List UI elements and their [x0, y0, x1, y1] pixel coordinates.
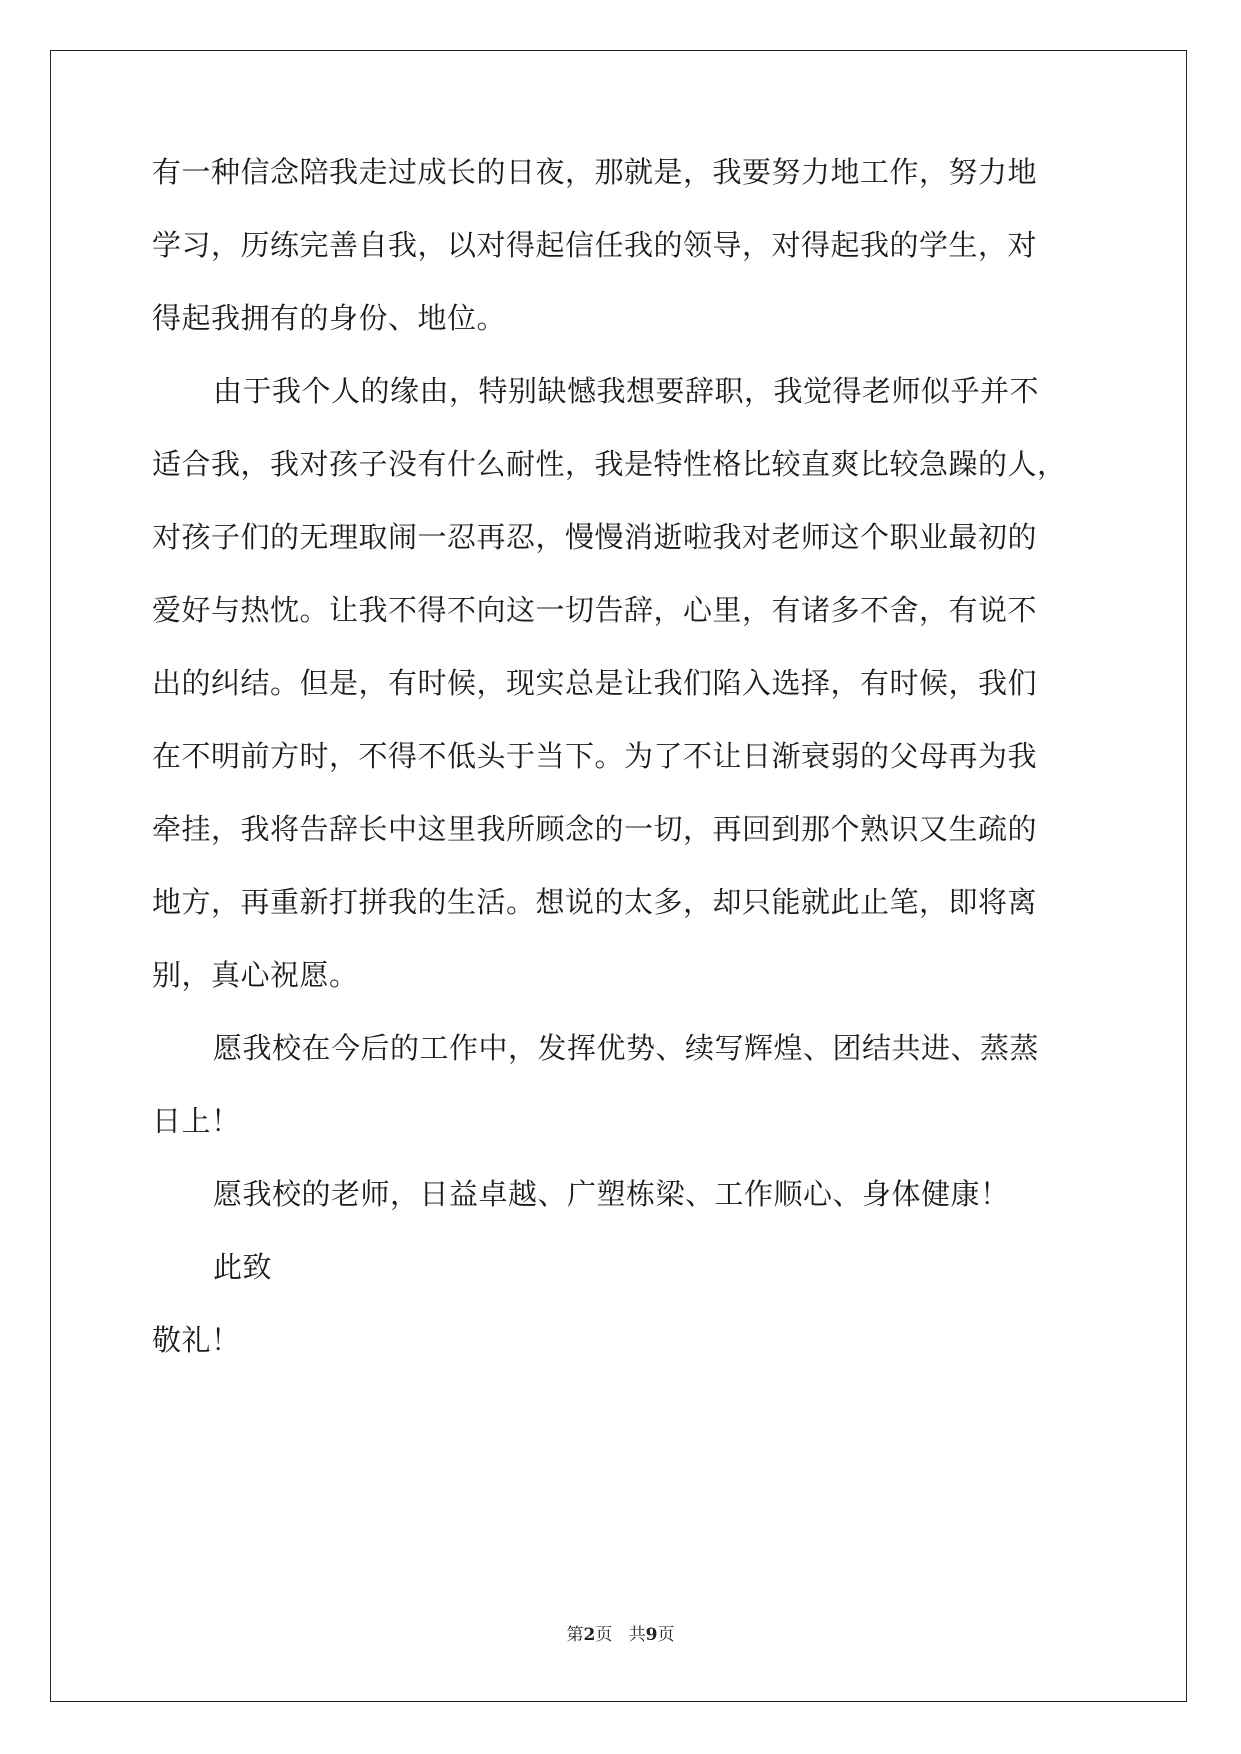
footer-total-pages: 9 — [645, 1625, 658, 1645]
body-line-indented: 愿我校的老师，日益卓越、广塑栋梁、工作顺心、身体健康！ — [213, 1177, 1010, 1211]
footer-page-number: 2 — [583, 1625, 596, 1645]
body-line-indented: 由于我个人的缘由，特别缺憾我想要辞职，我觉得老师似乎并不 — [213, 374, 1040, 408]
page-footer — [0, 1620, 1241, 1645]
body-line: 有一种信念陪我走过成长的日夜，那就是，我要努力地工作，努力地 — [152, 155, 1038, 189]
body-line: 适合我，我对孩子没有什么耐性，我是特性格比较直爽比较急躁的人， — [152, 447, 1067, 481]
closing-regards: 敬礼！ — [152, 1323, 241, 1357]
body-line: 对孩子们的无理取闹一忍再忍，慢慢消逝啦我对老师这个职业最初的 — [152, 520, 1038, 554]
footer-total-suffix: 页 — [657, 1625, 675, 1645]
body-line: 地方，再重新打拼我的生活。想说的太多，却只能就此止笔，即将离 — [152, 885, 1038, 919]
footer-total-prefix: 共 — [628, 1625, 646, 1645]
body-line: 日上！ — [152, 1104, 241, 1138]
body-line: 得起我拥有的身份、地位。 — [152, 301, 507, 335]
footer-page-suffix: 页 — [595, 1625, 613, 1645]
body-line: 牵挂，我将告辞长中这里我所顾念的一切，再回到那个熟识又生疏的 — [152, 812, 1038, 846]
closing-salutation: 此致 — [213, 1250, 273, 1284]
body-line: 学习，历练完善自我，以对得起信任我的领导，对得起我的学生，对 — [152, 228, 1038, 262]
body-line-indented: 愿我校在今后的工作中，发挥优势、续写辉煌、团结共进、蒸蒸 — [213, 1031, 1040, 1065]
body-line: 别，真心祝愿。 — [152, 958, 359, 992]
body-line: 在不明前方时，不得不低头于当下。为了不让日渐衰弱的父母再为我 — [152, 739, 1038, 773]
body-line: 爱好与热忱。让我不得不向这一切告辞，心里，有诸多不舍，有说不 — [152, 593, 1038, 627]
body-line: 出的纠结。但是，有时候，现实总是让我们陷入选择，有时候，我们 — [152, 666, 1038, 700]
footer-prefix: 第 — [566, 1625, 584, 1645]
